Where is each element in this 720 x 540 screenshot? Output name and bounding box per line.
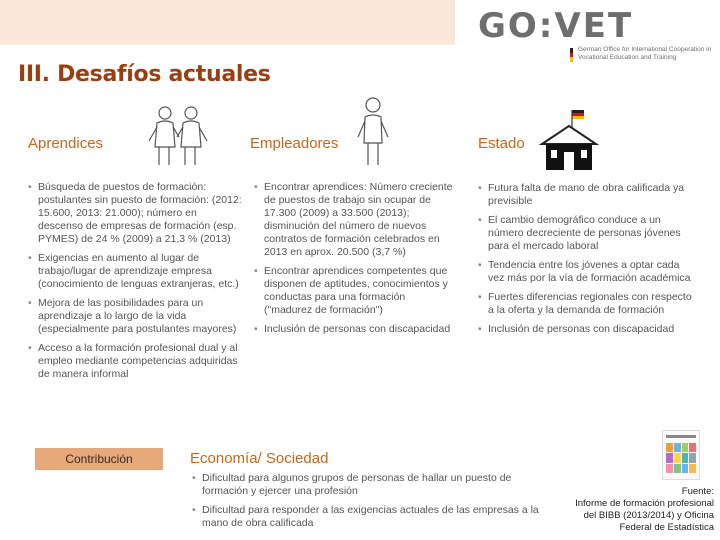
two-people-drawing-icon <box>145 103 213 171</box>
german-flag-icon <box>570 48 573 62</box>
header-band <box>0 0 455 45</box>
list-item: • Inclusión de personas con discapacidad <box>254 323 454 336</box>
list-item: • Dificultad para responder a las exigencias actuales de las empresas a la mano de obra calificada <box>192 504 552 530</box>
source-line: Fuente: <box>681 486 714 497</box>
heading-estado: Estado <box>478 135 525 152</box>
source-note <box>544 486 714 534</box>
list-item: • Encontrar aprendices: Número creciente de puestos de trabajo sin ocupar de 17.300 (2009) a 33.500 (2013); disminución del número de nuevos contratos de formación celebrados en 2013 en aprox. 20.500 (3,7 %) <box>254 181 454 259</box>
list-item: • Tendencia entre los jóvenes a optar cada vez más por la vía de formación académica <box>478 259 698 285</box>
list-item: • Fuertes diferencias regionales con respecto a la oferta y la demanda de formación <box>478 291 698 317</box>
list-item: • Exigencias en aumento al lugar de trabajo/lugar de aprendizaje empresa (conocimiento de lenguas extranjeras, etc.) <box>28 252 243 291</box>
list-item: • Encontrar aprendices competentes que disponen de aptitudes, conocimientos y conductas para una formación ("madurez de formación") <box>254 265 454 317</box>
list-item: • Mejora de las posibilidades para un aprendizaje a lo largo de la vida (especialmente para postulantes mayores) <box>28 297 243 336</box>
list-item: • Inclusión de personas con discapacidad <box>478 323 698 336</box>
logo-subtitle: German Office for International Cooperation in Vocational Education and Training <box>578 46 712 61</box>
list-item: • El cambio demográfico conduce a un número decreciente de personas jóvenes para el mercado laboral <box>478 214 698 253</box>
person-drawing-icon <box>355 95 391 167</box>
estado-list <box>478 182 698 342</box>
source-line: Informe de formación profesional <box>575 498 714 509</box>
contribution-badge: Contribución <box>35 448 163 470</box>
list-item: • Dificultad para algunos grupos de personas de hallar un puesto de formación y ejercer una profesión <box>192 472 552 498</box>
source-line: Federal de Estadística <box>619 522 714 533</box>
economy-list <box>192 472 552 536</box>
page-title: III. Desafíos actuales <box>18 62 271 87</box>
list-item: • Futura falta de mano de obra calificada ya previsible <box>478 182 698 208</box>
economy-heading: Economía/ Sociedad <box>190 450 329 467</box>
logo-wordmark: GO:VET <box>478 6 634 46</box>
list-item: • Acceso a la formación profesional dual y al empleo mediante competencias adquiridas de manera informal <box>28 342 243 381</box>
source-line: del BIBB (2013/2014) y Oficina <box>583 510 714 521</box>
aprendices-list <box>28 181 243 387</box>
government-building-flag-icon <box>538 108 600 174</box>
heading-aprendices: Aprendices <box>28 135 104 152</box>
empleadores-list <box>254 181 454 342</box>
list-item: • Búsqueda de puestos de formación: postulantes sin puesto de formación: (2012: 15.600, 2013: 21.000); número en descenso de empresas de formación (esp. PYMES) de 24 % (2009) a 21,3 % (2013) <box>28 181 243 246</box>
report-cover-thumbnail <box>662 430 700 480</box>
heading-empleadores: Empleadores <box>250 135 339 152</box>
govet-logo <box>478 8 718 68</box>
